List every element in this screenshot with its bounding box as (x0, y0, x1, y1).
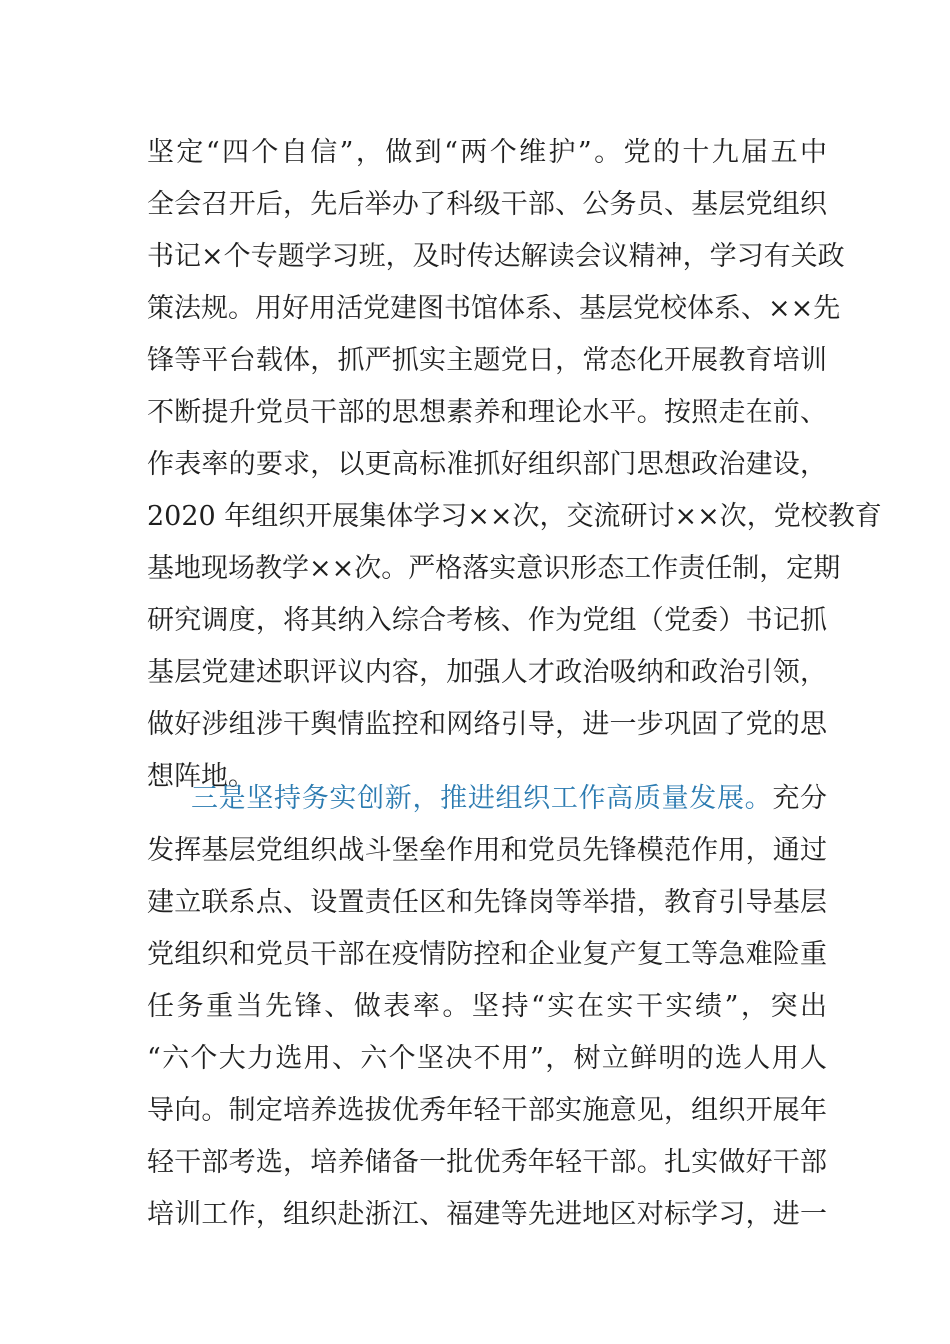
paragraph-line: 基地现场教学××次。严格落实意识形态工作责任制，定期 (147, 553, 841, 584)
paragraph-first-line (147, 773, 827, 825)
paragraph-line: 轻干部考选，培养储备一批优秀年轻干部。扎实做好干部 (147, 1147, 827, 1178)
paragraph-line: 导向。制定培养选拔优秀年轻干部实施意见，组织开展年 (147, 1095, 827, 1126)
paragraph-line: 策法规。用好用活党建图书馆体系、基层党校体系、××先 (147, 293, 841, 324)
paragraph-line: “六个大力选用、六个坚决不用”，树立鲜明的选人用人 (147, 1043, 827, 1074)
paragraph-line: 锋等平台载体，抓严抓实主题党日，常态化开展教育培训 (147, 345, 827, 376)
paragraph-line: 研究调度，将其纳入综合考核、作为党组（党委）书记抓 (147, 605, 827, 636)
paragraph-line: 书记×个专题学习班，及时传达解读会议精神，学习有关政 (147, 241, 845, 272)
paragraph-line: 培训工作，组织赴浙江、福建等先进地区对标学习，进一 (147, 1199, 827, 1230)
paragraph-line: 作表率的要求，以更高标准抓好组织部门思想政治建设， (147, 449, 827, 480)
paragraph-line: 全会召开后，先后举办了科级干部、公务员、基层党组织 (147, 189, 827, 220)
paragraph-1 (147, 127, 882, 803)
paragraph-text: 充分 (772, 783, 828, 814)
paragraph-line: 坚定“四个自信”，做到“两个维护”。党的十九届五中 (147, 137, 827, 168)
paragraph-line: 基层党建述职评议内容，加强人才政治吸纳和政治引领， (147, 657, 827, 688)
paragraph-line: 做好涉组涉干舆情监控和网络引导，进一步巩固了党的思 (147, 709, 827, 740)
paragraph-2 (147, 773, 827, 1241)
paragraph-line: 发挥基层党组织战斗堡垒作用和党员先锋模范作用，通过 (147, 835, 827, 866)
paragraph-line: 党组织和党员干部在疫情防控和企业复产复工等急难险重 (147, 939, 827, 970)
paragraph-line: 想阵地。 (147, 761, 255, 792)
paragraph-line: 不断提升党员干部的思想素养和理论水平。按照走在前、 (147, 397, 827, 428)
paragraph-line: 建立联系点、设置责任区和先锋岗等举措，教育引导基层 (147, 887, 827, 918)
paragraph-line: 2020 年组织开展集体学习××次，交流研讨××次，党校教育 (147, 501, 882, 532)
section-heading: 三是坚持务实创新，推进组织工作高质量发展。 (191, 783, 773, 814)
paragraph-line: 任务重当先锋、做表率。坚持“实在实干实绩”，突出 (147, 991, 827, 1022)
